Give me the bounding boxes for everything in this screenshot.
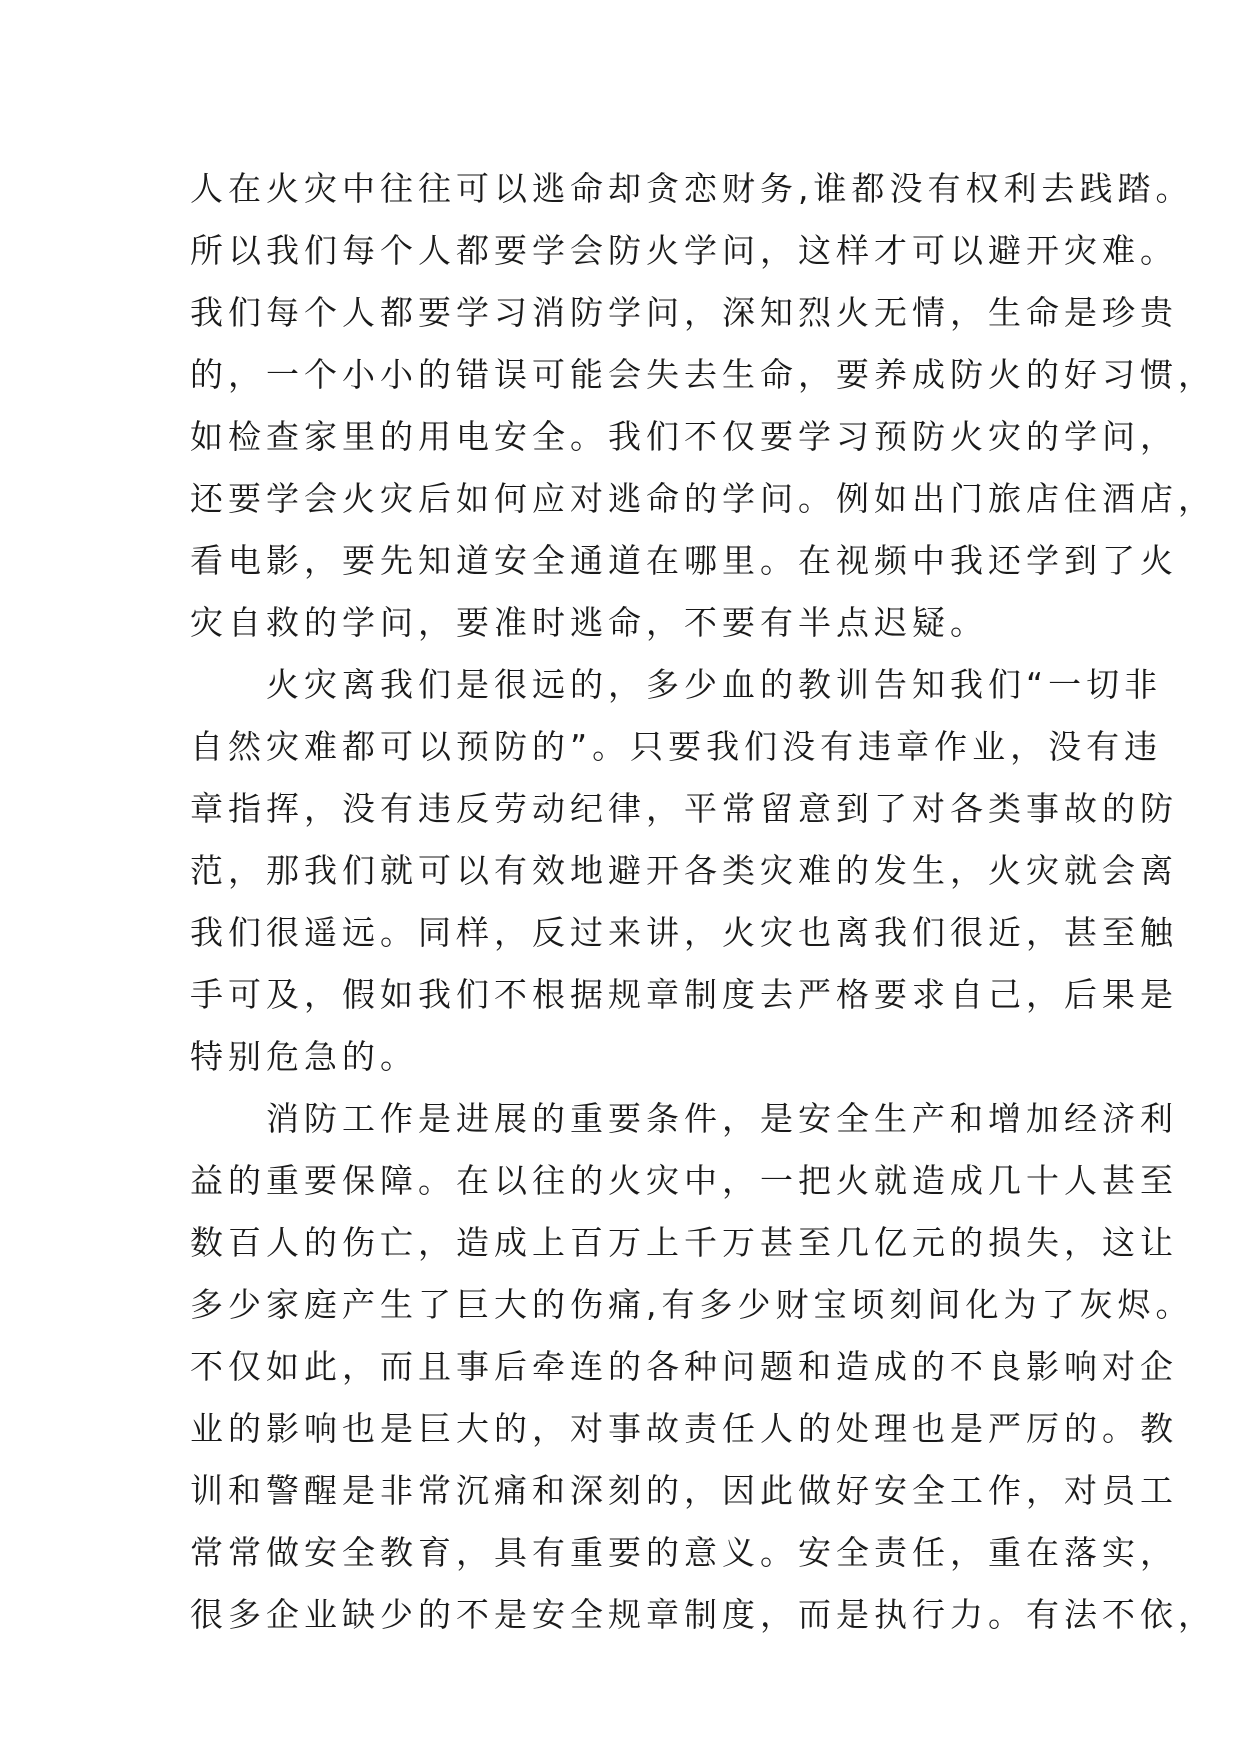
text-line: 火灾离我们是很远的，多少血的教训告知我们“一切非 xyxy=(190,665,1163,704)
text-line: 消防工作是进展的重要条件，是安全生产和增加经济利 xyxy=(190,1099,1178,1138)
text-line: 人在火灾中往往可以逃命却贪恋财务,谁都没有权利去践踏。 xyxy=(190,169,1194,208)
text-line: 特别危急的。 xyxy=(190,1037,418,1076)
text-line: 自然灾难都可以预防的”。只要我们没有违章作业，没有违 xyxy=(190,727,1163,766)
text-line: 不仅如此，而且事后牵连的各种问题和造成的不良影响对企 xyxy=(190,1347,1178,1386)
text-line: 很多企业缺少的不是安全规章制度，而是执行力。有法不依， xyxy=(190,1595,1216,1634)
text-line: 的，一个小小的错误可能会失去生命，要养成防火的好习惯， xyxy=(190,355,1216,394)
text-line: 常常做安全教育，具有重要的意义。安全责任，重在落实， xyxy=(190,1533,1178,1572)
text-line: 所以我们每个人都要学会防火学问，这样才可以避开灾难。 xyxy=(190,231,1178,270)
text-line: 业的影响也是巨大的，对事故责任人的处理也是严厉的。教 xyxy=(190,1409,1178,1448)
text-line: 多少家庭产生了巨大的伤痛,有多少财宝顷刻间化为了灰烬。 xyxy=(190,1285,1194,1324)
text-line: 益的重要保障。在以往的火灾中，一把火就造成几十人甚至 xyxy=(190,1161,1178,1200)
body-text xyxy=(190,158,1216,1646)
text-line: 如检查家里的用电安全。我们不仅要学习预防火灾的学问， xyxy=(190,417,1178,456)
text-line: 我们很遥远。同样，反过来讲，火灾也离我们很近，甚至触 xyxy=(190,913,1178,952)
text-line: 章指挥，没有违反劳动纪律，平常留意到了对各类事故的防 xyxy=(190,789,1178,828)
text-line: 训和警醒是非常沉痛和深刻的，因此做好安全工作，对员工 xyxy=(190,1471,1178,1510)
text-line: 还要学会火灾后如何应对逃命的学问。例如出门旅店住酒店， xyxy=(190,479,1216,518)
text-line: 我们每个人都要学习消防学问，深知烈火无情，生命是珍贵 xyxy=(190,293,1178,332)
text-line: 灾自救的学问，要准时逃命，不要有半点迟疑。 xyxy=(190,603,988,642)
text-line: 数百人的伤亡，造成上百万上千万甚至几亿元的损失，这让 xyxy=(190,1223,1178,1262)
text-line: 范，那我们就可以有效地避开各类灾难的发生，火灾就会离 xyxy=(190,851,1178,890)
text-line: 看电影，要先知道安全通道在哪里。在视频中我还学到了火 xyxy=(190,541,1178,580)
text-line: 手可及，假如我们不根据规章制度去严格要求自己，后果是 xyxy=(190,975,1178,1014)
